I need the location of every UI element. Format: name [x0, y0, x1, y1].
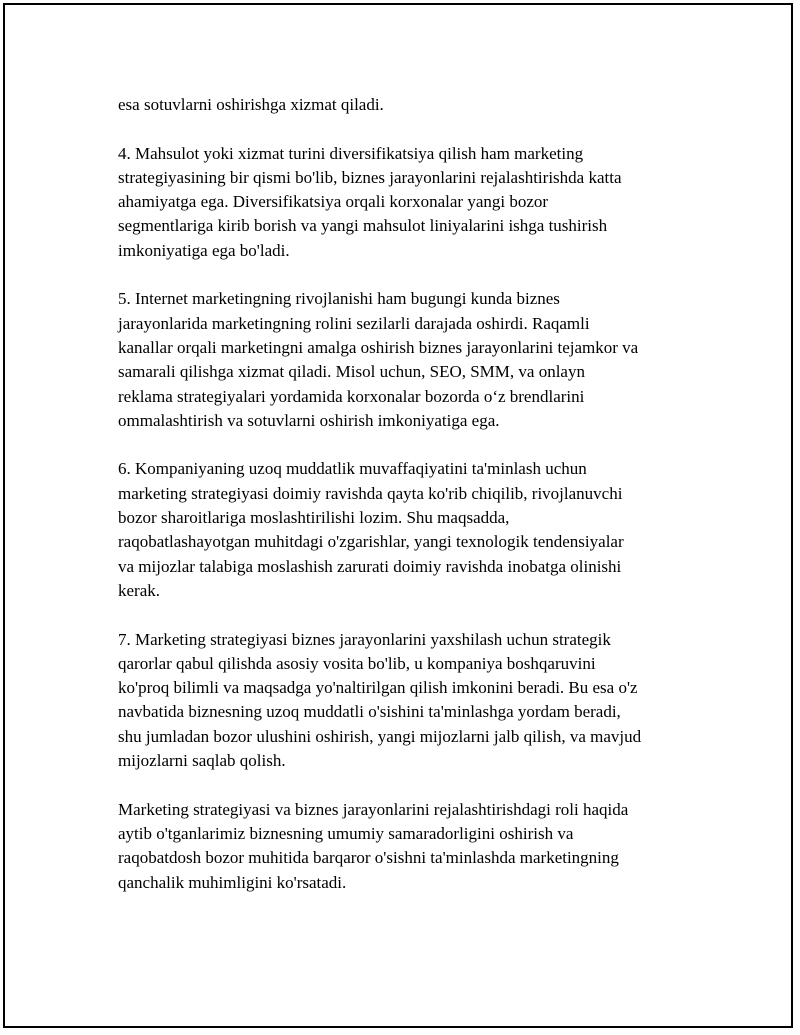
paragraph-point-5: 5. Internet marketingning rivojlanishi ham bugungi kunda biznes jarayonlarida marketingning rolini sezilarli darajada oshirdi. Raqamli kanallar orqali marketingni amalga oshirish biznes jarayonlarini tejamkor va samarali qilishga xizmat qiladi. Misol uchun, SEO, SMM, va onlayn reklama strategiyalari yordamida korxonalar bozorda o‘z brendlarini ommalashtirish va sotuvlarni oshirish imkoniyatiga ega.: [118, 289, 639, 430]
paragraph-point-7: 7. Marketing strategiyasi biznes jarayonlarini yaxshilash uchun strategik qarorlar qabul qilishda asosiy vosita bo'lib, u kompaniya boshqaruvini ko'proq bilimli va maqsadga yo'naltirilgan qilish imkonini beradi. Bu esa o'z navbatida biznesning uzoq muddatli o'sishini ta'minlashga yordam beradi, shu jumladan bozor ulushini oshirish, yangi mijozlarni jalb qilish, va mavjud mijozlarni saqlab qolish.: [118, 629, 642, 771]
paragraph-conclusion: Marketing strategiyasi va biznes jarayonlarini rejalashtirishdagi roli haqida aytib o'tganlarimiz biznesning umumiy samaradorligini oshirish va raqobatdosh bozor muhitida barqaror o'sishni ta'minlashda marketingning qanchalik muhimligini ko'rsatadi.: [118, 799, 629, 892]
document-body: [118, 93, 698, 919]
paragraph-continuation: esa sotuvlarni oshirishga xizmat qiladi.: [118, 95, 384, 114]
paragraph-point-6: 6. Kompaniyaning uzoq muddatlik muvaffaqiyatini ta'minlash uchun marketing strategiyasi doimiy ravishda qayta ko'rib chiqilib, rivojlanuvchi bozor sharoitlariga moslashtirilishi lozim. Shu maqsadda, raqobatlashayotgan muhitdagi o'zgarishlar, yangi texnologik tendensiyalar va mijozlar talabiga moslashish zarurati doimiy ravishda inobatga olinishi kerak.: [118, 459, 624, 600]
paragraph-point-4: 4. Mahsulot yoki xizmat turini diversifikatsiya qilish ham marketing strategiyasining bir qismi bo'lib, biznes jarayonlarini rejalashtirishda katta ahamiyatga ega. Diversifikatsiya orqali korxonalar yangi bozor segmentlariga kirib borish va yangi mahsulot liniyalarini ishga tushirish imkoniyatiga ega bo'ladi.: [118, 143, 622, 260]
